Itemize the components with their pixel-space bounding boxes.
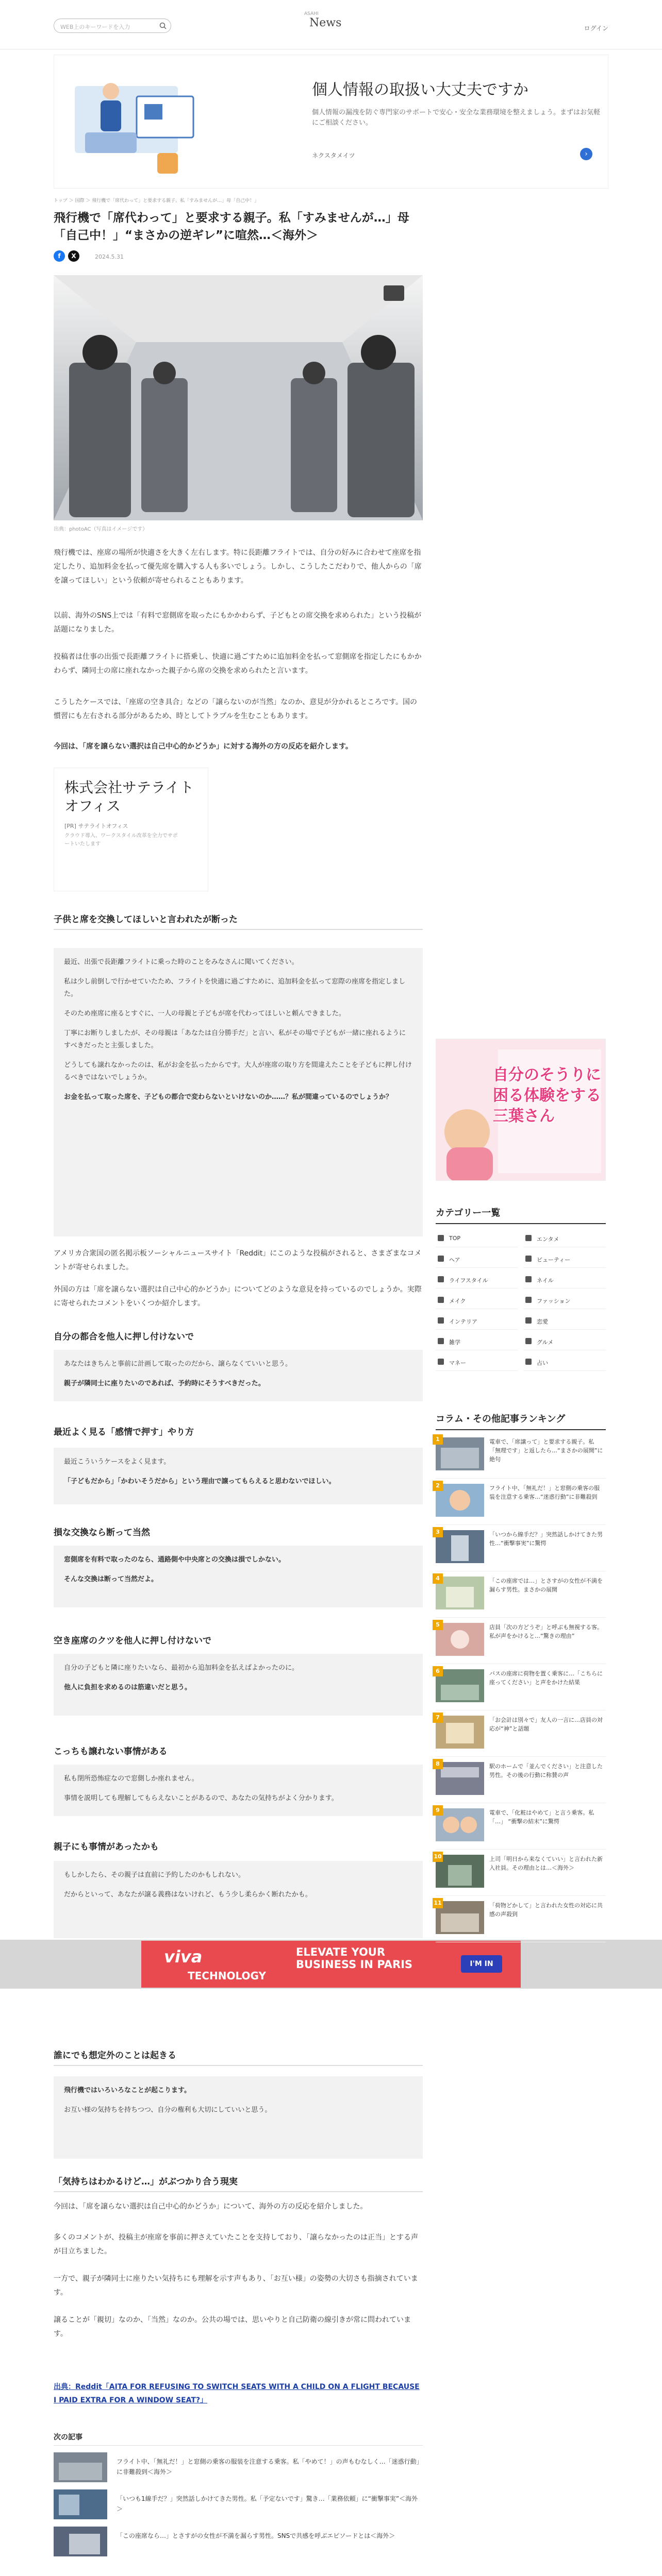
ad-text: 個人情報の漏洩を防ぐ専門家のサポートで安心・安全な業務環境を整えましょう。まずはお気軽にご相談ください。 — [312, 109, 601, 127]
ranking-thumbnail[interactable] — [436, 1808, 484, 1841]
ranking-item[interactable] — [436, 1571, 606, 1618]
ranking-item[interactable] — [436, 1803, 606, 1850]
next-article-title[interactable]: 「この座席なら…」とさすがの女性が不満を漏らす男性。SNSで共感を呼ぶエピソードとは＜海外＞ — [117, 2532, 395, 2539]
login-link[interactable]: ログイン — [584, 25, 608, 32]
quote-line: あなたはきちんと事前に計画して取ったのだから、譲らなくていいと思う。 — [64, 1360, 292, 1368]
category-item[interactable]: ヘア — [436, 1249, 518, 1268]
chevron-right-icon[interactable]: › — [580, 148, 592, 160]
article-paragraph: 譲ることが「親切」なのか、「当然」なのか。公共の場では、思いやりと自己防衛の線引きが常に問われています。 — [54, 2316, 411, 2338]
ranking-title[interactable]: バスの座席に荷物を置く乗客に…「こちらに座ってください」と声をかけた結果 — [489, 1670, 603, 1686]
viva-cta-button[interactable]: I'M IN — [461, 1955, 502, 1973]
ranking-number: 9 — [433, 1805, 443, 1816]
viva-logo: viva — [164, 1947, 203, 1967]
sidebar-ad[interactable] — [436, 1039, 606, 1181]
category-item[interactable]: ネイル — [523, 1270, 606, 1289]
section-heading: 最近よく見る「感情で押す」やり方 — [54, 1427, 194, 1437]
quote-line: だからといって、あなたが譲る義務はないけれど、もう少し柔らかく断れたかも。 — [64, 1891, 312, 1899]
category-heading: カテゴリー一覧 — [436, 1206, 606, 1224]
article-paragraph: 投稿者は仕事の出張で長距離フライトに搭乗し、快適に過ごすために追加料金を払って窓側席を指定したにもかかわらず、隣同士の席に座れなかった親子から席の交換を求められたと言います。 — [54, 653, 422, 675]
ranking-item[interactable] — [436, 1850, 606, 1896]
ranking-thumbnail[interactable] — [436, 1762, 484, 1795]
source-link[interactable]: 出典：Reddit「AITA FOR REFUSING TO SWITCH SEATS WITH A CHILD ON A FLIGHT BECAUSE I PAID EXTRA FOR A WINDOW SEAT?」 — [54, 2383, 420, 2404]
lipstick-icon — [438, 1297, 444, 1303]
ranking-number: 2 — [433, 1481, 443, 1491]
section-heading: こっちも譲れない事情がある — [54, 1747, 168, 1757]
ranking-item[interactable] — [436, 1525, 606, 1571]
article-paragraph: 今回は、「席を譲らない選択は自己中心的かどうか」に対する海外の方の反応を紹介します。 — [54, 742, 353, 751]
next-article-thumbnail[interactable] — [54, 2527, 107, 2556]
ranking-title[interactable]: 「お会計は別々で」友人の一言に…店員の対応が“神”と話題 — [489, 1717, 603, 1732]
category-item[interactable]: メイク — [436, 1291, 518, 1309]
viva-technology-ad[interactable] — [141, 1941, 521, 1988]
ranking-number: 4 — [433, 1573, 443, 1584]
section-heading: 子供と席を交換してほしいと言われたが断った — [54, 912, 423, 930]
viva-tech-label: TECHNOLOGY — [188, 1970, 266, 1982]
ranking-title[interactable]: 「荷物どかして」と言われた女性の対応に共感の声殺到 — [489, 1902, 603, 1918]
next-article-title[interactable]: 「いつも1線手だ？」突然話しかけてきた男性。私「予定ないです」驚き…「業務依頼」に“衝撃事実”＜海外＞ — [117, 2495, 418, 2513]
ranking-number: 5 — [433, 1620, 443, 1630]
search-icon[interactable] — [159, 22, 167, 29]
ranking-thumbnail[interactable] — [436, 1855, 484, 1888]
shirt-icon — [525, 1297, 532, 1303]
ranking-number: 3 — [433, 1527, 443, 1537]
article-paragraph: 一方で、親子が隣同士に座りたい気持ちにも理解を示す声もあり、「お互い様」の姿勢の大切さも指摘されています。 — [54, 2275, 418, 2297]
heart-icon — [525, 1317, 532, 1324]
fork-icon — [525, 1338, 532, 1344]
hero-image — [54, 275, 423, 520]
sparkle-icon — [525, 1256, 532, 1262]
crystal-icon — [525, 1359, 532, 1365]
quote-line: 飛行機ではいろいろなことが起こります。 — [64, 2087, 191, 2094]
article-title: 飛行機で「席代わって」と要求する親子。私「すみませんが…」母「自己中！」“まさかの逆ギレ”に喧然…＜海外＞ — [54, 211, 409, 242]
article-paragraph: 飛行機では、座席の場所が快適さを大きく左右します。特に長距離フライトでは、自分の好みに合わせて座席を指定したり、追加料金を払って優先席を購入する人も多いでしょう。しかし、こうしたこだわりで、他人からの「席を譲ってほしい」という依頼が寄せられることもあります。 — [54, 549, 422, 585]
ranking-thumbnail[interactable] — [436, 1901, 484, 1934]
x-icon[interactable]: X — [68, 250, 79, 262]
quote-line: お互い様の気持ちを持ちつつ、自分の権利も大切にしていいと思う。 — [64, 2106, 272, 2114]
nail-icon — [525, 1276, 532, 1282]
article-paragraph: 以前、海外のSNS上では「有料で窓側席を取ったにもかかわらず、子どもとの席交換を求められた」という投稿が話題になりました。 — [54, 612, 422, 634]
ranking-item[interactable] — [436, 1757, 606, 1803]
ad-illustration — [54, 55, 229, 188]
ranking-number: 10 — [433, 1852, 443, 1862]
next-article-title[interactable]: フライト中、「無礼だ！」と窓側の乗客の服装を注意する乗客。私「やめて！」の声もむなしく…「迷惑行動」に非難殺到＜海外＞ — [117, 2458, 420, 2476]
home-icon — [438, 1235, 444, 1241]
ranking-title[interactable]: 駅のホームで「並んでください」と注意した男性。その後の行動に称賛の声 — [489, 1763, 603, 1778]
inline-ad-title[interactable]: 株式会社サテライトオフィス — [64, 779, 194, 815]
ranking-thumbnail[interactable] — [436, 1437, 484, 1470]
article-paragraph: アメリカ合衆国の匿名掲示板ソーシャルニュースサイト「Reddit」にこのような投稿がされると、さまざまなコメントが寄せられました。 — [54, 1249, 422, 1272]
category-item[interactable]: 雑学 — [436, 1332, 518, 1350]
ranking-title[interactable]: 「いつから線手だ？」突然話しかけてきた男性…“衝撃事実”に驚愕 — [489, 1531, 603, 1547]
quote-box — [54, 1448, 423, 1504]
ranking-thumbnail[interactable] — [436, 1530, 484, 1563]
ranking-number: 1 — [433, 1434, 443, 1445]
quote-line: そんな交換は断って当然だよ。 — [64, 1575, 158, 1583]
quote-box — [54, 1350, 423, 1401]
quote-line: どうしても譲れなかったのは、私がお金を払ったからです。大人が座席の取り方を間違えたことを子どもに押し付けるべきではないでしょうか。 — [64, 1061, 412, 1081]
next-article-thumbnail[interactable] — [54, 2452, 107, 2482]
quote-line: お金を払って取った席を、子どもの都合で変わらないといけないのか……？私が間違っているのでしょうか？ — [64, 1093, 393, 1101]
section-heading: 「気持ちはわかるけど…」がぶつかり合う現実 — [54, 2174, 423, 2192]
quote-line: 親子が隣同士に座りたいのであれば、予約時にそうすべきだった。 — [64, 1380, 265, 1387]
bottom-ad-banner — [0, 1940, 662, 1989]
next-article-item[interactable] — [54, 2489, 423, 2522]
breadcrumb[interactable]: トップ ＞ 国際 ＞ 飛行機で「席代わって」と要求する親子。私「すみませんが…」母「自己中！」 — [54, 198, 259, 204]
section-heading: 損な交換なら断って当然 — [54, 1528, 150, 1538]
quote-line: 他人に負担を求めるのは筋違いだと思う。 — [64, 1684, 192, 1691]
ranking-thumbnail[interactable] — [436, 1623, 484, 1656]
ranking-thumbnail[interactable] — [436, 1716, 484, 1749]
facebook-icon[interactable]: f — [54, 250, 65, 262]
quote-line: 窓側席を有料で取ったのなら、通路側や中央席との交換は損でしかない。 — [64, 1556, 286, 1564]
article-paragraph: 外国の方は「席を譲らない選択は自己中心的かどうか」についてどのような意見を持っているのでしょうか。実際に寄せられたコメントをいくつか紹介します。 — [54, 1285, 422, 1308]
ranking-item[interactable] — [436, 1710, 606, 1757]
category-item[interactable]: ビューティー — [523, 1249, 606, 1268]
sidebar-ad-text[interactable]: 自分のそうりに困る体験をする三葉さん — [493, 1066, 601, 1125]
quote-line: もしかしたら、その親子は直前に予約したのかもしれない。 — [64, 1871, 245, 1879]
sofa-icon — [438, 1317, 444, 1324]
ranking-title[interactable]: 電車で、「席譲って」と要求する親子。私「無理です」と返したら…“まさかの展開”に絶句 — [489, 1438, 603, 1463]
quote-box — [54, 2076, 423, 2159]
ranking-number: 8 — [433, 1759, 443, 1769]
quote-line: 自分の子どもと隣に座りたいなら、最初から追加料金を払えばよかったのに。 — [64, 1664, 299, 1672]
site-header — [0, 0, 662, 49]
article-date: 2024.5.31 — [95, 253, 124, 260]
inline-ad[interactable] — [54, 768, 208, 891]
category-item[interactable]: 占い — [523, 1352, 606, 1371]
section-heading: 誰にでも想定外のことは起きる — [54, 2048, 423, 2066]
ranking-title[interactable]: 上司「明日から来なくていい」と言われた新入社員。その理由とは…＜海外＞ — [489, 1856, 603, 1871]
scissors-icon — [438, 1256, 444, 1262]
ranking-title[interactable]: フライト中、「無礼だ！」と窓側の乗客の服装を注意する乗客…“迷惑行動”に非難殺到 — [489, 1485, 600, 1500]
ranking-title[interactable]: 電車で、「化粧はやめて」と言う乗客。私「…」 “衝撃の結末”に驚愕 — [489, 1809, 594, 1825]
ranking-number: 11 — [433, 1898, 443, 1908]
quote-line: 私も閉所恐怖症なので窓側しか座れません。 — [64, 1775, 198, 1783]
quote-box — [54, 948, 423, 1236]
ranking-item[interactable] — [436, 1664, 606, 1710]
quote-line: そのため座席に座るとすぐに、一人の母親と子どもが席を代わってほしいと頼んできました。 — [64, 1010, 345, 1018]
ranking-item[interactable] — [436, 1618, 606, 1664]
quote-line: 最近、出張で長距離フライトに乗った時のことをみなさんに聞いてください。 — [64, 958, 299, 966]
quote-line: 丁寧にお断りしましたが、その母親は「あなたは自分勝手だ」と言い、私がその場で子どもが一緒に座れるようにすべきだったと主張しました。 — [64, 1029, 406, 1049]
ranking-item[interactable] — [436, 1896, 606, 1942]
category-item[interactable]: ライフスタイル — [436, 1270, 518, 1289]
article-paragraph: 今回は、「席を譲らない選択は自己中心的かどうか」について、海外の方の反応を紹介しました。 — [54, 2202, 368, 2211]
ranking-number: 7 — [433, 1713, 443, 1723]
next-article-item[interactable] — [54, 2452, 423, 2485]
category-item[interactable]: インテリア — [436, 1311, 518, 1330]
search-input[interactable]: WEB上のキーワードを入力 — [60, 24, 130, 30]
quote-box — [54, 1654, 423, 1716]
book-icon — [438, 1338, 444, 1344]
quote-box — [54, 1861, 423, 1938]
category-item[interactable]: 恋愛 — [523, 1311, 606, 1330]
quote-line: 「子どもだから」「かわいそうだから」という理由で譲ってもらえると思わないでほしい。 — [64, 1478, 336, 1485]
top-ad-banner[interactable] — [54, 55, 608, 189]
leaf-icon — [438, 1276, 444, 1282]
next-article-item[interactable] — [54, 2527, 423, 2560]
article-paragraph: 多くのコメントが、投稿主が座席を事前に押さえていたことを支持しており、「譲らなかったのは正当」とする声が目立ちました。 — [54, 2233, 418, 2256]
next-articles-heading: 次の記事 — [54, 2432, 423, 2446]
quote-box — [54, 1546, 423, 1607]
viva-slogan: ELEVATE YOUR BUSINESS IN PARIS — [296, 1946, 413, 1971]
quote-line: 事情を説明しても理解してもらえないことがあるので、あなたの気持ちがよく分かります。 — [64, 1794, 338, 1802]
ranking-title[interactable]: 店員「次の方どうぞ」と呼ぶも無視する客。私が声をかけると…“驚きの理由” — [489, 1624, 603, 1639]
ranking-number: 6 — [433, 1666, 443, 1676]
category-item[interactable]: ファッション — [523, 1291, 606, 1309]
article-paragraph: こうしたケースでは、「座席の空き具合」などの「譲らないのが当然」なのか、意見が分かれるところです。国の慣習にも左右される部分があるため、時としてトラブルを生むこともあります。 — [54, 698, 418, 720]
section-heading: 親子にも事情があったかも — [54, 1842, 159, 1852]
ad-title[interactable]: 個人情報の取扱い大丈夫ですか — [312, 81, 528, 99]
ranking-item[interactable] — [436, 1479, 606, 1525]
ranking-thumbnail[interactable] — [436, 1484, 484, 1517]
ranking-thumbnail[interactable] — [436, 1669, 484, 1702]
ad-brand: ネクスタメイツ — [312, 152, 355, 159]
ranking-item[interactable] — [436, 1432, 606, 1479]
ranking-heading: コラム・その他記事ランキング — [436, 1412, 606, 1430]
next-article-thumbnail[interactable] — [54, 2489, 107, 2519]
image-caption: 出典：photoAC（写真はイメージです） — [54, 527, 148, 532]
quote-line: 最近こういうケースをよく見ます。 — [64, 1458, 171, 1466]
category-item[interactable]: エンタメ — [523, 1229, 606, 1247]
category-item[interactable]: マネー — [436, 1352, 518, 1371]
category-item[interactable]: TOP — [436, 1229, 518, 1247]
section-heading: 自分の都合を他人に押し付けないで — [54, 1332, 194, 1342]
inline-ad-sub: [PR] サテライトオフィス — [64, 823, 128, 829]
quote-box — [54, 1765, 423, 1816]
yen-icon — [438, 1359, 444, 1365]
site-logo[interactable]: News — [309, 16, 342, 29]
quote-line: 私は少し前倒しで行かせていたため、フライトを快適に過ごすために、追加料金を払って窓際の座席を指定しました。 — [64, 978, 406, 998]
category-item[interactable]: グルメ — [523, 1332, 606, 1350]
star-icon — [525, 1235, 532, 1241]
inline-ad-desc: クラウド導入、ワークスタイル改革を全力でサポートいたします — [64, 833, 178, 847]
site-logo-small: ASAHI — [304, 11, 319, 16]
ranking-thumbnail[interactable] — [436, 1577, 484, 1609]
section-heading: 空き座席のクツを他人に押し付けないで — [54, 1636, 211, 1646]
ranking-title[interactable]: 「この座席では…」とさすがの女性が不満を漏らす男性。まさかの展開 — [489, 1578, 603, 1593]
search-box[interactable] — [54, 19, 171, 33]
